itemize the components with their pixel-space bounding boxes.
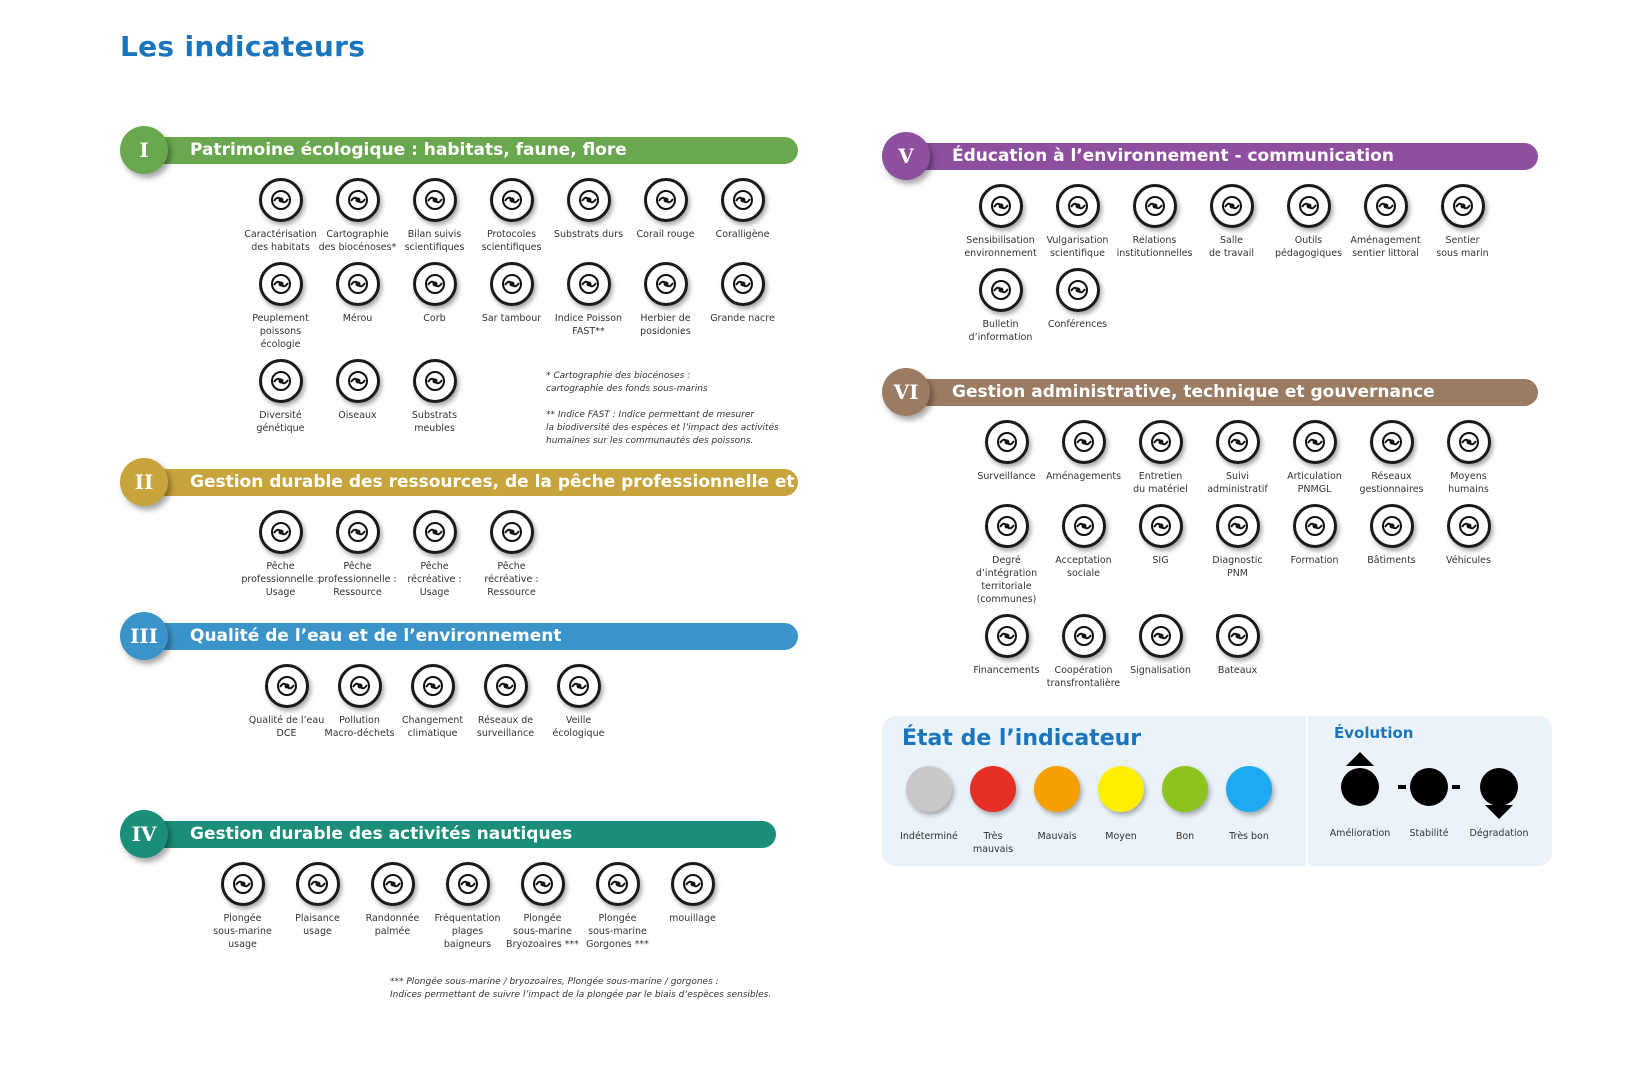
indicator-label: Entretien du matériel (1133, 471, 1188, 495)
indicator-label: Indice Poisson FAST** (554, 313, 623, 337)
indicator-label: Plongée sous-marine Gorgones *** (586, 913, 649, 950)
section-header (120, 126, 800, 174)
state-dot (906, 766, 952, 812)
rings-icon (1133, 184, 1177, 228)
indicator-label: Randonnée palmée (365, 913, 420, 937)
indicator-label: Bateaux (1217, 665, 1258, 676)
signpost-icon (1139, 614, 1183, 658)
coral-icon (644, 178, 688, 222)
signal-eye-icon (484, 664, 528, 708)
indicator-item (1270, 184, 1347, 260)
indicator-item (579, 862, 656, 951)
indicator-item (550, 178, 627, 254)
building-icon (1370, 504, 1414, 548)
computer-icon (1139, 504, 1183, 548)
trawler-icon (259, 510, 303, 554)
amenities-icon (1062, 420, 1106, 464)
indicator-item (396, 262, 473, 351)
fish-index-icon (567, 262, 611, 306)
indicator-item (1199, 420, 1276, 496)
section-title: Patrimoine écologique : habitats, faune, flore (142, 137, 798, 164)
net-icon (336, 510, 380, 554)
people-icon (1447, 420, 1491, 464)
evolution-label: Dégradation (1469, 828, 1529, 839)
state-label: Très bon (1229, 831, 1269, 842)
section-2 (120, 458, 899, 599)
indicator-label: Bulletin d’information (968, 319, 1033, 343)
footnote-diving: *** Plongée sous-marine / bryozoaires, Plongée sous-marine / gorgones : Indices permettant de suivre l’impact de la plongée par le biais d’espèces sensibles. (390, 977, 772, 1000)
town-icon (985, 504, 1029, 548)
section-numeral: VI (882, 368, 930, 416)
indicator-label: Suivi administratif (1207, 471, 1268, 495)
stable-left-dash (1398, 785, 1406, 789)
vehicle-icon (1447, 504, 1491, 548)
section-numeral: II (120, 458, 168, 506)
arrow-down-icon (1485, 805, 1513, 819)
indicator-label: Substrats meubles (411, 410, 458, 434)
indicator-item (429, 862, 506, 951)
binders-icon (1216, 420, 1260, 464)
indicator-item (248, 664, 325, 740)
indicator-item (1039, 268, 1116, 344)
boat-icon (1216, 614, 1260, 658)
indicator-item (319, 262, 396, 351)
indicator-label: Qualité de l’eau DCE (248, 715, 325, 739)
meeting-room-icon (1210, 184, 1254, 228)
indicator-label: Plongée sous-marine Bryozoaires *** (506, 913, 579, 950)
indicator-label: Degré d’intégration territoriale (communes) (975, 555, 1038, 605)
indicator-label: Surveillance (977, 471, 1036, 482)
rocks-icon (567, 178, 611, 222)
indicator-label: Plongée sous-marine usage (213, 913, 272, 950)
indicator-label: Acceptation sociale (1055, 555, 1112, 579)
improvement-dot (1341, 768, 1379, 806)
gorgonian-icon (596, 862, 640, 906)
footnote-fast: ** Indice FAST : Indice permettant de mesurer la biodiversité des espèces et l’impact des activités humaines sur les communautés des poissons. (546, 410, 779, 446)
indicator-label: Diagnostic PNM (1212, 555, 1263, 579)
indicator-item (704, 262, 781, 351)
indicator-label: Herbier de posidonies (640, 313, 691, 337)
books-icon (413, 178, 457, 222)
indicator-item (354, 862, 431, 951)
indicator-item (550, 262, 627, 351)
indicator-item (396, 359, 473, 435)
indicator-item (1353, 504, 1430, 606)
microscope-icon (265, 664, 309, 708)
indicator-label: Cartographie des biocénoses* (318, 229, 397, 253)
indicator-label: Formation (1290, 555, 1339, 566)
indicator-legend (882, 716, 1552, 866)
indicator-item (473, 178, 550, 254)
evolution-label: Amélioration (1329, 828, 1391, 839)
speech-bubble-icon (1056, 184, 1100, 228)
indicator-label: Sentier sous marin (1436, 235, 1489, 259)
indicator-label: mouillage (669, 913, 716, 924)
indicator-item (504, 862, 581, 951)
stable-icon (1410, 768, 1448, 806)
indicator-label: Pêche récréative : Usage (407, 561, 462, 598)
state-dot (970, 766, 1016, 812)
indicator-label: Mérou (342, 313, 373, 324)
indicator-item (654, 862, 731, 951)
legend-divider (1306, 716, 1308, 866)
indicator-item (1276, 420, 1353, 496)
footnote-biocenoses: * Cartographie des biocénoses : cartographie des fonds sous-marins (546, 371, 708, 394)
training-icon (1293, 504, 1337, 548)
indicator-label: Réseaux de surveillance (476, 715, 535, 739)
diver-icon (221, 862, 265, 906)
state-label: Mauvais (1037, 831, 1077, 842)
indicator-label: SIG (1152, 555, 1169, 566)
indicator-item (1122, 614, 1199, 690)
indicator-item (627, 178, 704, 254)
section-title: Gestion administrative, technique et gouvernance (904, 379, 1538, 406)
list-icon (490, 178, 534, 222)
indicator-item (962, 184, 1039, 260)
section-header (882, 368, 1542, 416)
indicator-item (321, 664, 398, 740)
indicator-label: Relations institutionnelles (1116, 235, 1193, 259)
indicator-label: Substrats durs (553, 229, 624, 240)
indicator-item (473, 510, 550, 599)
indicator-label: Corail rouge (636, 229, 695, 240)
indicator-item (1199, 614, 1276, 690)
indicator-item (1045, 420, 1122, 496)
state-dot (1226, 766, 1272, 812)
articulation-icon (1293, 420, 1337, 464)
indicator-label: Bâtiments (1367, 555, 1416, 566)
indicator-label: Bilan suivis scientifiques (404, 229, 465, 253)
state-label: Bon (1175, 831, 1195, 842)
buoy-icon (1441, 184, 1485, 228)
indicator-item (1193, 184, 1270, 260)
indicator-item (968, 614, 1045, 690)
indicator-grid (248, 664, 787, 740)
indicator-label: Outils pédagogiques (1274, 235, 1343, 259)
indicator-label: Changement climatique (401, 715, 464, 739)
indicator-grid (242, 510, 781, 599)
wrench-icon (1139, 420, 1183, 464)
indicator-item (1122, 420, 1199, 496)
habitat-icon (259, 178, 303, 222)
indicator-grid (968, 420, 1507, 690)
diagnostic-icon (1216, 504, 1260, 548)
section-header (120, 810, 800, 858)
indicator-item (1045, 614, 1122, 690)
indicator-item (1276, 504, 1353, 606)
indicator-label: Veille écologique (552, 715, 605, 739)
indicator-label: Protocoles scientifiques (481, 229, 542, 253)
angler-icon (413, 510, 457, 554)
trash-icon (338, 664, 382, 708)
fins-icon (371, 862, 415, 906)
indicator-item (1430, 504, 1507, 606)
eye-icon (557, 664, 601, 708)
indicator-item (319, 178, 396, 254)
indicator-item (1347, 184, 1424, 260)
indicator-label: Pêche récréative : Ressource (484, 561, 539, 598)
indicator-item (704, 178, 781, 254)
bulletin-icon (979, 268, 1023, 312)
awareness-icon (979, 184, 1023, 228)
arrow-up-icon (1346, 752, 1374, 766)
indicator-label: Véhicules (1446, 555, 1491, 566)
pen-shell-icon (721, 262, 765, 306)
indicator-item (242, 178, 319, 254)
indicator-label: Conférences (1047, 319, 1108, 330)
indicator-item (1122, 504, 1199, 606)
section-numeral: III (120, 612, 168, 660)
indicator-label: Pollution Macro-déchets (324, 715, 395, 739)
indicator-grid (962, 184, 1501, 344)
indicator-label: Caractérisation des habitats (244, 229, 317, 253)
indicator-item (1045, 504, 1122, 606)
indicator-item (968, 504, 1045, 606)
cooperation-icon (1062, 614, 1106, 658)
indicator-item (242, 359, 319, 435)
state-label: Moyen (1105, 831, 1137, 842)
evolution-title: Évolution (1334, 724, 1414, 742)
section-title: Éducation à l’environnement - communication (904, 143, 1538, 170)
trail-icon (1364, 184, 1408, 228)
indicator-item (1430, 420, 1507, 496)
seagrass-icon (644, 262, 688, 306)
fish-icon (413, 262, 457, 306)
indicator-label: Salle de travail (1208, 235, 1255, 259)
indicator-item (1353, 420, 1430, 496)
evolution-label: Stabilité (1409, 828, 1449, 839)
fish-school-icon (259, 262, 303, 306)
indicator-item (540, 664, 617, 740)
indicator-label: Grande nacre (710, 313, 775, 324)
legend-title: État de l’indicateur (902, 726, 1142, 751)
section-title: Qualité de l’eau et de l’environnement (142, 623, 798, 650)
thumbs-up-icon (1062, 504, 1106, 548)
page-title: Les indicateurs (120, 30, 366, 63)
indicator-label: Sar tambour (481, 313, 542, 324)
state-dot (1034, 766, 1080, 812)
section-header (120, 612, 800, 660)
state-label: Très mauvais (972, 831, 1014, 855)
state-label: Indéterminé (900, 831, 958, 842)
indicator-item (394, 664, 471, 740)
indicator-grid (242, 178, 781, 435)
indicator-item (1199, 504, 1276, 606)
indicator-item (319, 510, 396, 599)
dna-icon (259, 359, 303, 403)
indicator-label: Sensibilisation environnement (964, 235, 1037, 259)
indicator-item (242, 262, 319, 351)
section-numeral: I (120, 126, 168, 174)
section-3 (120, 612, 800, 740)
indicator-item (467, 664, 544, 740)
indicator-label: Corb (423, 313, 446, 324)
striped-fish-icon (490, 262, 534, 306)
beach-umbrella-icon (446, 862, 490, 906)
indicator-label: Moyens humains (1448, 471, 1489, 495)
section-title: Gestion durable des ressources, de la pêche professionnelle et récréative (142, 469, 798, 496)
indicator-item (473, 262, 550, 351)
state-dot (1098, 766, 1144, 812)
indicator-label: Coralligène (715, 229, 770, 240)
indicator-label: Oiseaux (338, 410, 377, 421)
indicator-item (962, 268, 1039, 344)
indicator-item (1424, 184, 1501, 260)
thermometer-icon (411, 664, 455, 708)
indicator-label: Vulgarisation scientifique (1046, 235, 1109, 259)
indicator-item (1116, 184, 1193, 260)
sand-icon (413, 359, 457, 403)
indicator-item (396, 510, 473, 599)
indicator-label: Aménagements (1045, 471, 1122, 482)
map-icon (336, 178, 380, 222)
conference-icon (1056, 268, 1100, 312)
section-5 (882, 132, 1542, 344)
network-icon (1370, 420, 1414, 464)
indicator-label: Signalisation (1130, 665, 1191, 676)
section-title: Gestion durable des activités nautiques (142, 821, 776, 848)
section-numeral: IV (120, 810, 168, 858)
indicator-item (627, 262, 704, 351)
sailboat-icon (296, 862, 340, 906)
bird-icon (336, 359, 380, 403)
indicator-item (319, 359, 396, 435)
indicator-item (242, 510, 319, 599)
coralligene-icon (721, 178, 765, 222)
section-header (882, 132, 1542, 180)
angler-fish-icon (490, 510, 534, 554)
indicator-label: Fréquentation plages baigneurs (434, 913, 501, 950)
degradation-dot (1480, 768, 1518, 806)
indicator-label: Articulation PNMGL (1287, 471, 1342, 495)
binoculars-icon (985, 420, 1029, 464)
indicator-label: Peuplement poissons écologie (252, 313, 309, 350)
teaching-tools-icon (1287, 184, 1331, 228)
indicator-label: Plaisance usage (295, 913, 340, 937)
money-icon (985, 614, 1029, 658)
indicator-label: Pêche professionnelle : Usage (241, 561, 320, 598)
indicator-item (1039, 184, 1116, 260)
indicator-grid (204, 862, 743, 951)
indicator-item (968, 420, 1045, 496)
indicator-label: Réseaux gestionnaires (1359, 471, 1424, 495)
indicator-item (396, 178, 473, 254)
indicator-item (279, 862, 356, 951)
stable-right-dash (1452, 785, 1460, 789)
section-6 (882, 368, 1542, 690)
indicator-label: Financements (973, 665, 1040, 676)
indicator-label: Diversité génétique (256, 410, 305, 434)
section-numeral: V (882, 132, 930, 180)
indicator-label: Aménagement sentier littoral (1350, 235, 1421, 259)
section-4 (120, 810, 800, 951)
indicator-label: Pêche professionnelle : Ressource (318, 561, 397, 598)
state-dot (1162, 766, 1208, 812)
indicator-item (204, 862, 281, 951)
indicator-label: Coopération transfrontalière (1046, 665, 1121, 689)
section-header (120, 458, 899, 506)
bryozoan-icon (521, 862, 565, 906)
anchor-icon (671, 862, 715, 906)
grouper-icon (336, 262, 380, 306)
